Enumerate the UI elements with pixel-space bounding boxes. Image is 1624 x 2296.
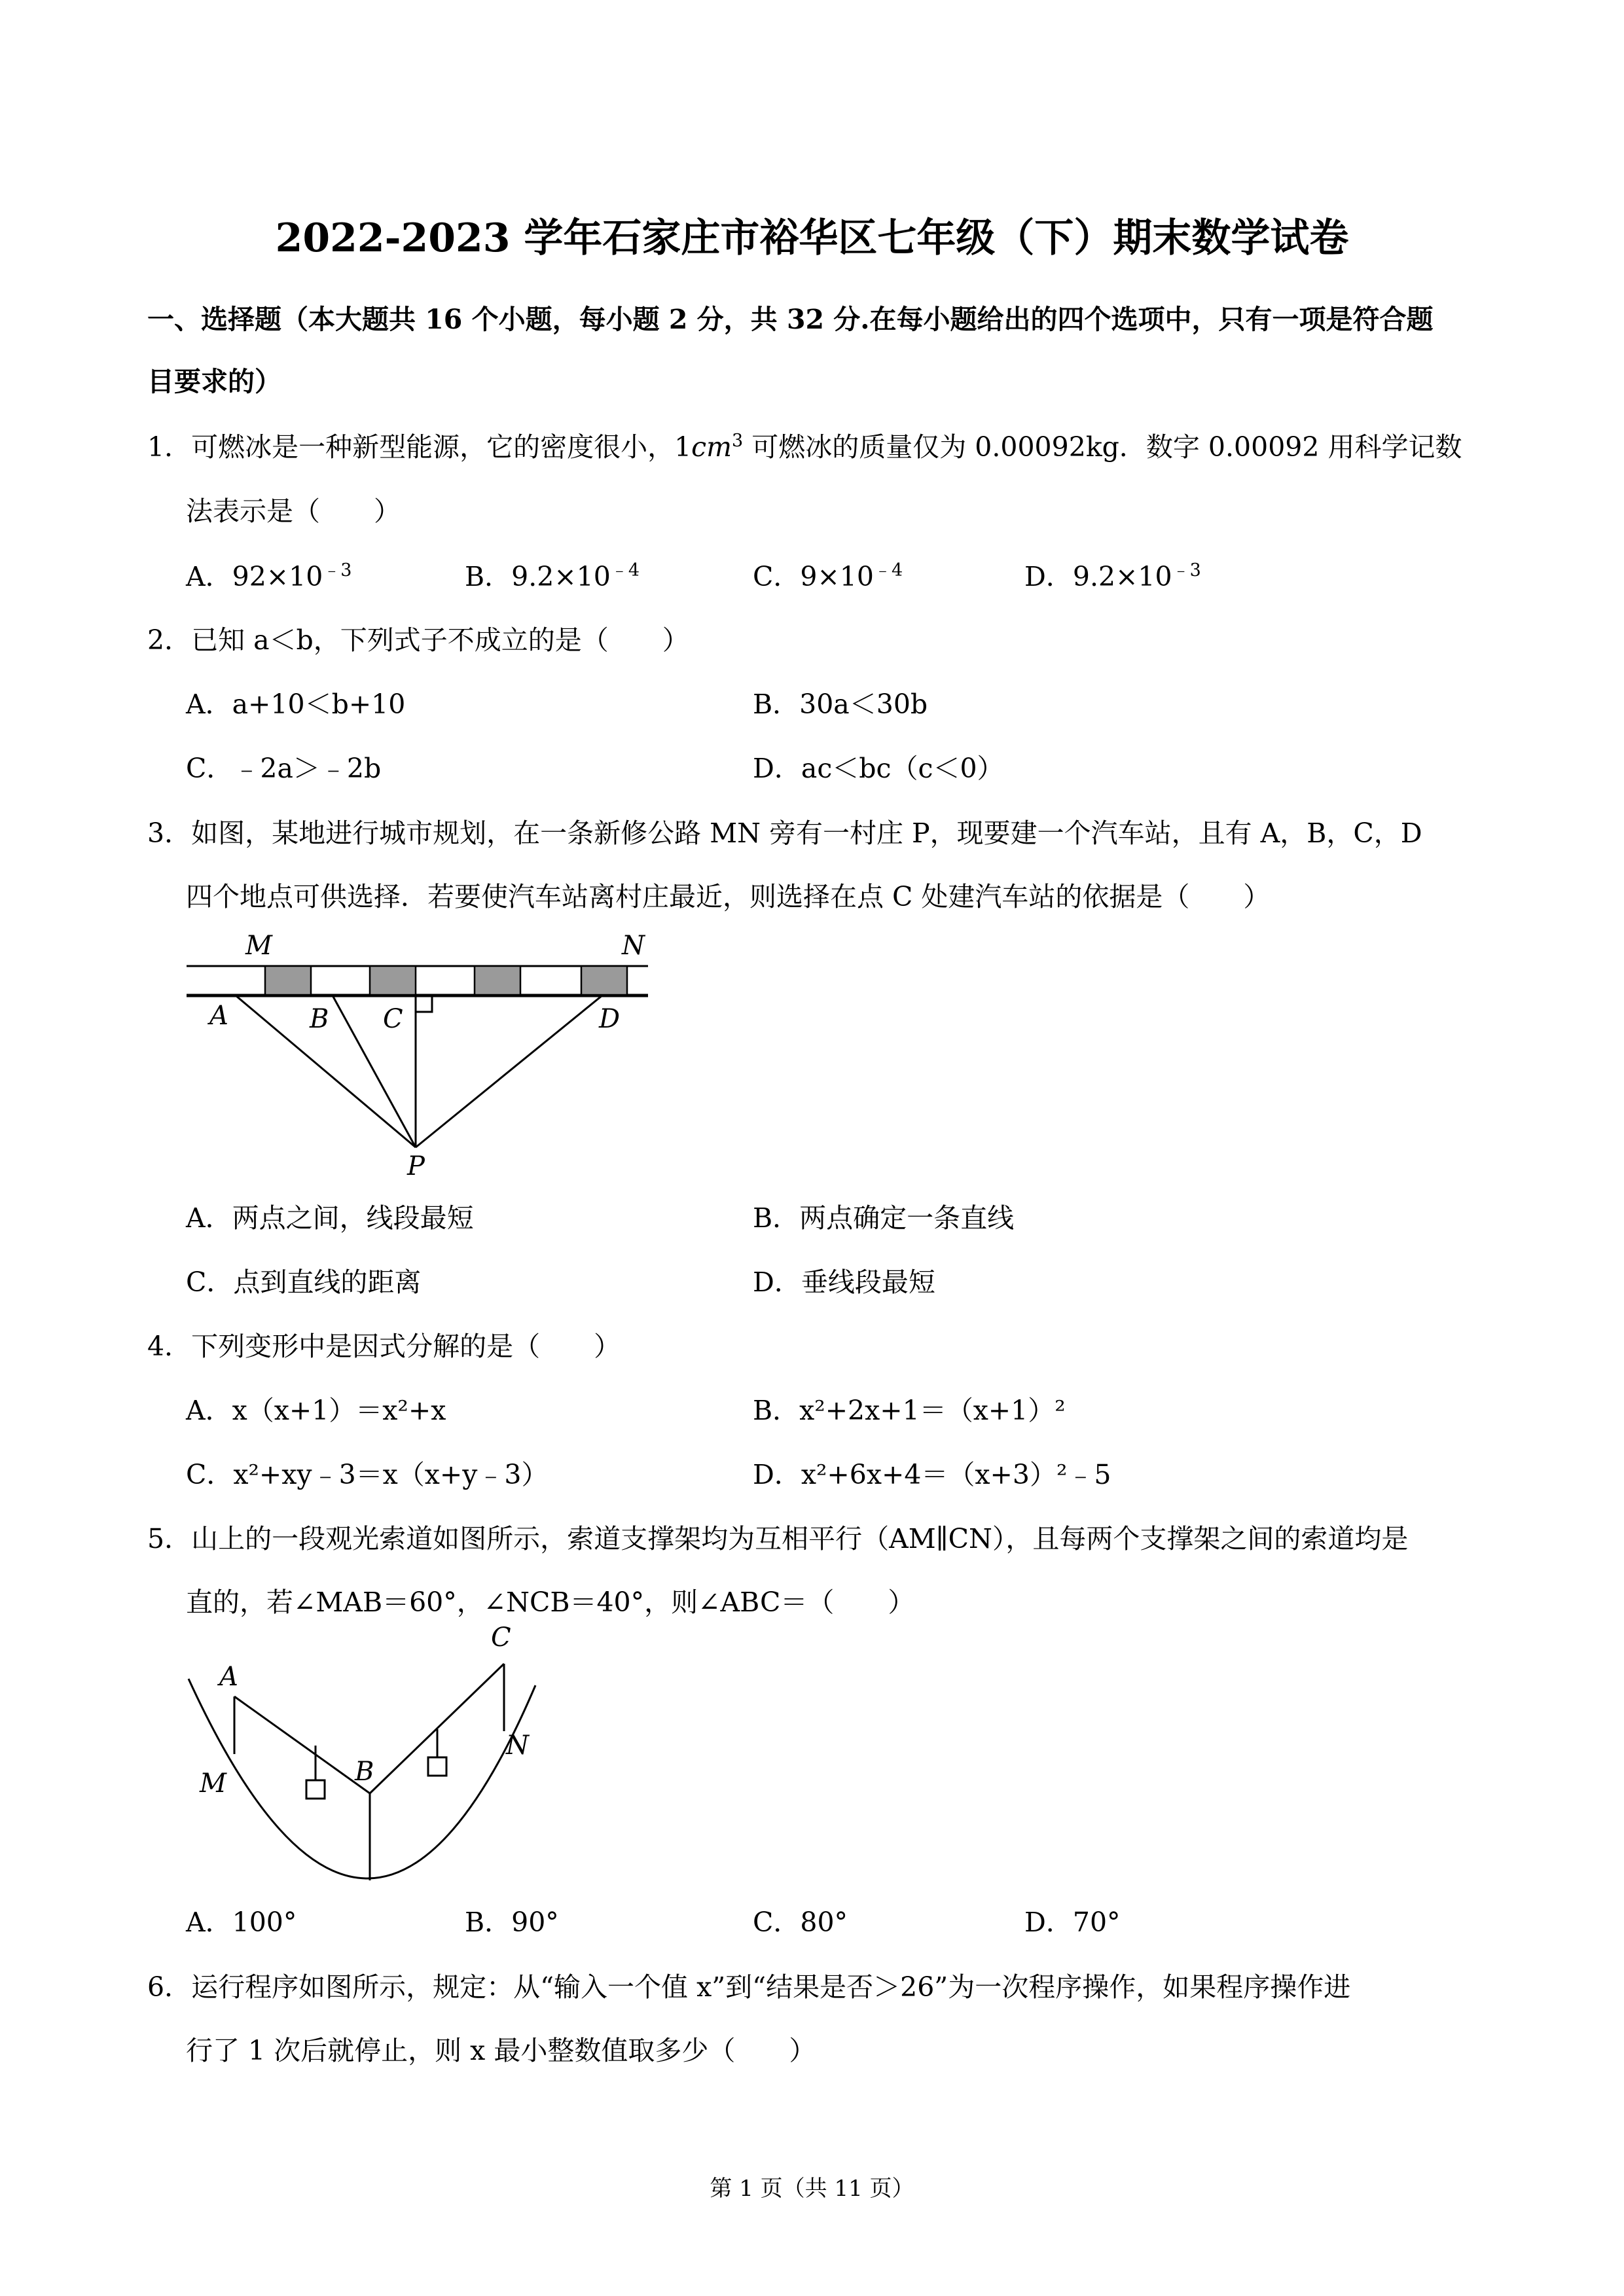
q1-option-b[interactable]: B．$9.2\times 10^{﹣4}$ bbox=[465, 560, 640, 592]
q4-option-a[interactable]: A．x（x+1）＝x²+x bbox=[186, 1395, 446, 1426]
label-p: P bbox=[407, 1151, 425, 1178]
q1-unit-exp: 3 bbox=[732, 431, 744, 451]
q2-option-d[interactable]: D．ac＜bc（c＜0） bbox=[753, 753, 1004, 784]
q1-stem-pre: 1．可燃冰是一种新型能源，它的密度很小，1 bbox=[147, 431, 692, 463]
q1-stem-post: 可燃冰的质量仅为 0.00092kg．数字 0.00092 用科学记数 bbox=[743, 431, 1462, 463]
page-title: 2022-2023 学年石家庄市裕华区七年级（下）期末数学试卷 bbox=[275, 215, 1349, 261]
q5-option-b[interactable]: B．90° bbox=[465, 1907, 559, 1938]
q4-option-c[interactable]: C．x²+xy﹣3＝x（x+y﹣3） bbox=[186, 1459, 549, 1490]
label-n: N bbox=[622, 931, 645, 961]
label-m: M bbox=[200, 1768, 226, 1799]
label-d: D bbox=[599, 1004, 621, 1034]
q1-option-c[interactable]: C．$9\times 10^{﹣4}$ bbox=[753, 560, 903, 592]
label-m: M bbox=[245, 931, 272, 961]
q3-option-a[interactable]: A．两点之间，线段最短 bbox=[186, 1202, 474, 1234]
page-footer: 第 1 页（共 11 页） bbox=[710, 2176, 914, 2202]
q5-option-a[interactable]: A．100° bbox=[186, 1907, 297, 1938]
q1-option-d[interactable]: D．$9.2\times 10^{﹣3}$ bbox=[1024, 560, 1201, 592]
q2-option-c[interactable]: C．﹣2a＞﹣2b bbox=[186, 753, 382, 784]
label-c: C bbox=[383, 1004, 403, 1034]
q3-road-figure bbox=[177, 929, 674, 1178]
label-a: A bbox=[209, 1001, 228, 1031]
section-heading-line2: 目要求的） bbox=[147, 366, 281, 397]
q4-option-b[interactable]: B．x²+2x+1＝（x+1）² bbox=[753, 1395, 1066, 1426]
q1-unit: cm bbox=[691, 431, 732, 463]
q3-option-d[interactable]: D．垂线段最短 bbox=[753, 1266, 935, 1298]
q5-cableway-figure bbox=[177, 1623, 583, 1885]
q1-option-a[interactable]: A．$92\times 10^{﹣3}$ bbox=[186, 560, 352, 592]
q5-option-c[interactable]: C．80° bbox=[753, 1907, 848, 1938]
label-n: N bbox=[506, 1731, 529, 1761]
q5-stem-line1: 5．山上的一段观光索道如图所示，索道支撑架均为互相平行（AM∥CN），且每两个支撑架之间的索道均是 bbox=[147, 1523, 1409, 1554]
q4-option-d[interactable]: D．x²+6x+4＝（x+3）²﹣5 bbox=[753, 1459, 1111, 1490]
q2-option-a[interactable]: A．a+10＜b+10 bbox=[186, 689, 406, 720]
label-b: B bbox=[355, 1757, 374, 1787]
section-heading-line1: 一、选择题（本大题共 16 个小题，每小题 2 分，共 32 分.在每小题给出的四个选项中，只有一项是符合题 bbox=[147, 304, 1434, 335]
label-b: B bbox=[310, 1004, 329, 1034]
q3-stem-line1: 3．如图，某地进行城市规划，在一条新修公路 MN 旁有一村庄 P，现要建一个汽车站，且有 A，B，C，D bbox=[147, 817, 1422, 849]
q2-stem: 2．已知 a＜b，下列式子不成立的是（ ） bbox=[147, 624, 689, 656]
q3-option-b[interactable]: B．两点确定一条直线 bbox=[753, 1202, 1015, 1234]
q6-stem-line2: 行了 1 次后就停止，则 x 最小整数值取多少（ ） bbox=[186, 2035, 816, 2066]
q4-stem: 4．下列变形中是因式分解的是（ ） bbox=[147, 1331, 621, 1362]
label-c: C bbox=[491, 1623, 511, 1653]
q1-stem-line2: 法表示是（ ） bbox=[186, 495, 401, 527]
q1-stem-line1 bbox=[147, 425, 1462, 464]
q2-option-b[interactable]: B．30a＜30b bbox=[753, 689, 928, 720]
q5-option-d[interactable]: D．70° bbox=[1024, 1907, 1121, 1938]
q3-option-c[interactable]: C．点到直线的距离 bbox=[186, 1266, 422, 1298]
q6-stem-line1: 6．运行程序如图所示，规定：从“输入一个值 x”到“结果是否＞26”为一次程序操作，如果程序操作进 bbox=[147, 1971, 1351, 2003]
q5-stem-line2: 直的，若∠MAB＝60°，∠NCB＝40°，则∠ABC＝（ ） bbox=[186, 1587, 915, 1618]
q3-stem-line2: 四个地点可供选择．若要使汽车站离村庄最近，则选择在点 C 处建汽车站的依据是（ ） bbox=[186, 881, 1271, 912]
label-a: A bbox=[219, 1662, 238, 1692]
